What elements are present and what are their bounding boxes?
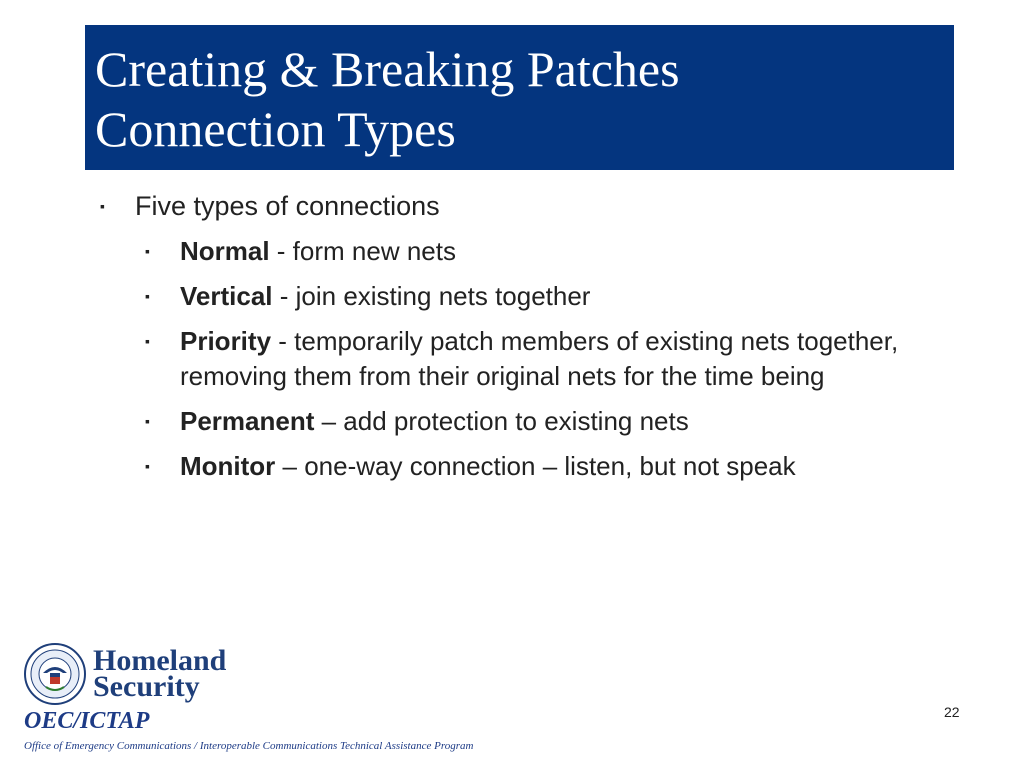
square-bullet-icon: ▪ <box>145 288 150 304</box>
bullet-description: - temporarily patch members of existing nets together, removing them from their original nets for the time being <box>180 326 899 391</box>
bullet-monitor <box>141 449 976 484</box>
bullet-text: Five types of connections <box>135 191 440 221</box>
slide-content <box>96 188 976 494</box>
bullet-description: – one-way connection – listen, but not speak <box>275 451 796 481</box>
logo-line-2: Security <box>93 670 200 703</box>
dhs-logo <box>24 643 226 705</box>
bullet-term: Vertical <box>180 281 273 311</box>
bullet-term: Normal <box>180 236 270 266</box>
program-name: Office of Emergency Communications / Interoperable Communications Technical Assistance Program <box>24 740 474 752</box>
bullet-description: - form new nets <box>269 236 456 266</box>
homeland-security-wordmark <box>93 644 227 703</box>
bullet-permanent <box>141 404 976 439</box>
page-number: 22 <box>944 704 960 720</box>
square-bullet-icon: ▪ <box>145 243 150 259</box>
bullet-term: Permanent <box>180 406 315 436</box>
square-bullet-icon: ▪ <box>100 198 105 214</box>
bullet-description: – add protection to existing nets <box>314 406 689 436</box>
bullet-normal <box>141 234 976 269</box>
dhs-seal-icon <box>24 643 86 705</box>
bullet-vertical <box>141 279 976 314</box>
slide-title-line-1: Creating & Breaking Patches <box>95 41 680 97</box>
square-bullet-icon: ▪ <box>145 458 150 474</box>
square-bullet-icon: ▪ <box>145 413 150 429</box>
square-bullet-icon: ▪ <box>145 333 150 349</box>
oec-ictap-label: OEC/ICTAP <box>24 708 150 734</box>
bullet-priority <box>141 324 976 394</box>
title-banner <box>85 25 954 170</box>
bullet-description: - join existing nets together <box>272 281 591 311</box>
bullet-term: Priority <box>180 326 272 356</box>
bullet-term: Monitor <box>180 451 276 481</box>
logo-line-1: Homeland <box>93 644 227 677</box>
bullet-level1 <box>96 188 976 224</box>
slide-title-line-2: Connection Types <box>95 101 456 157</box>
